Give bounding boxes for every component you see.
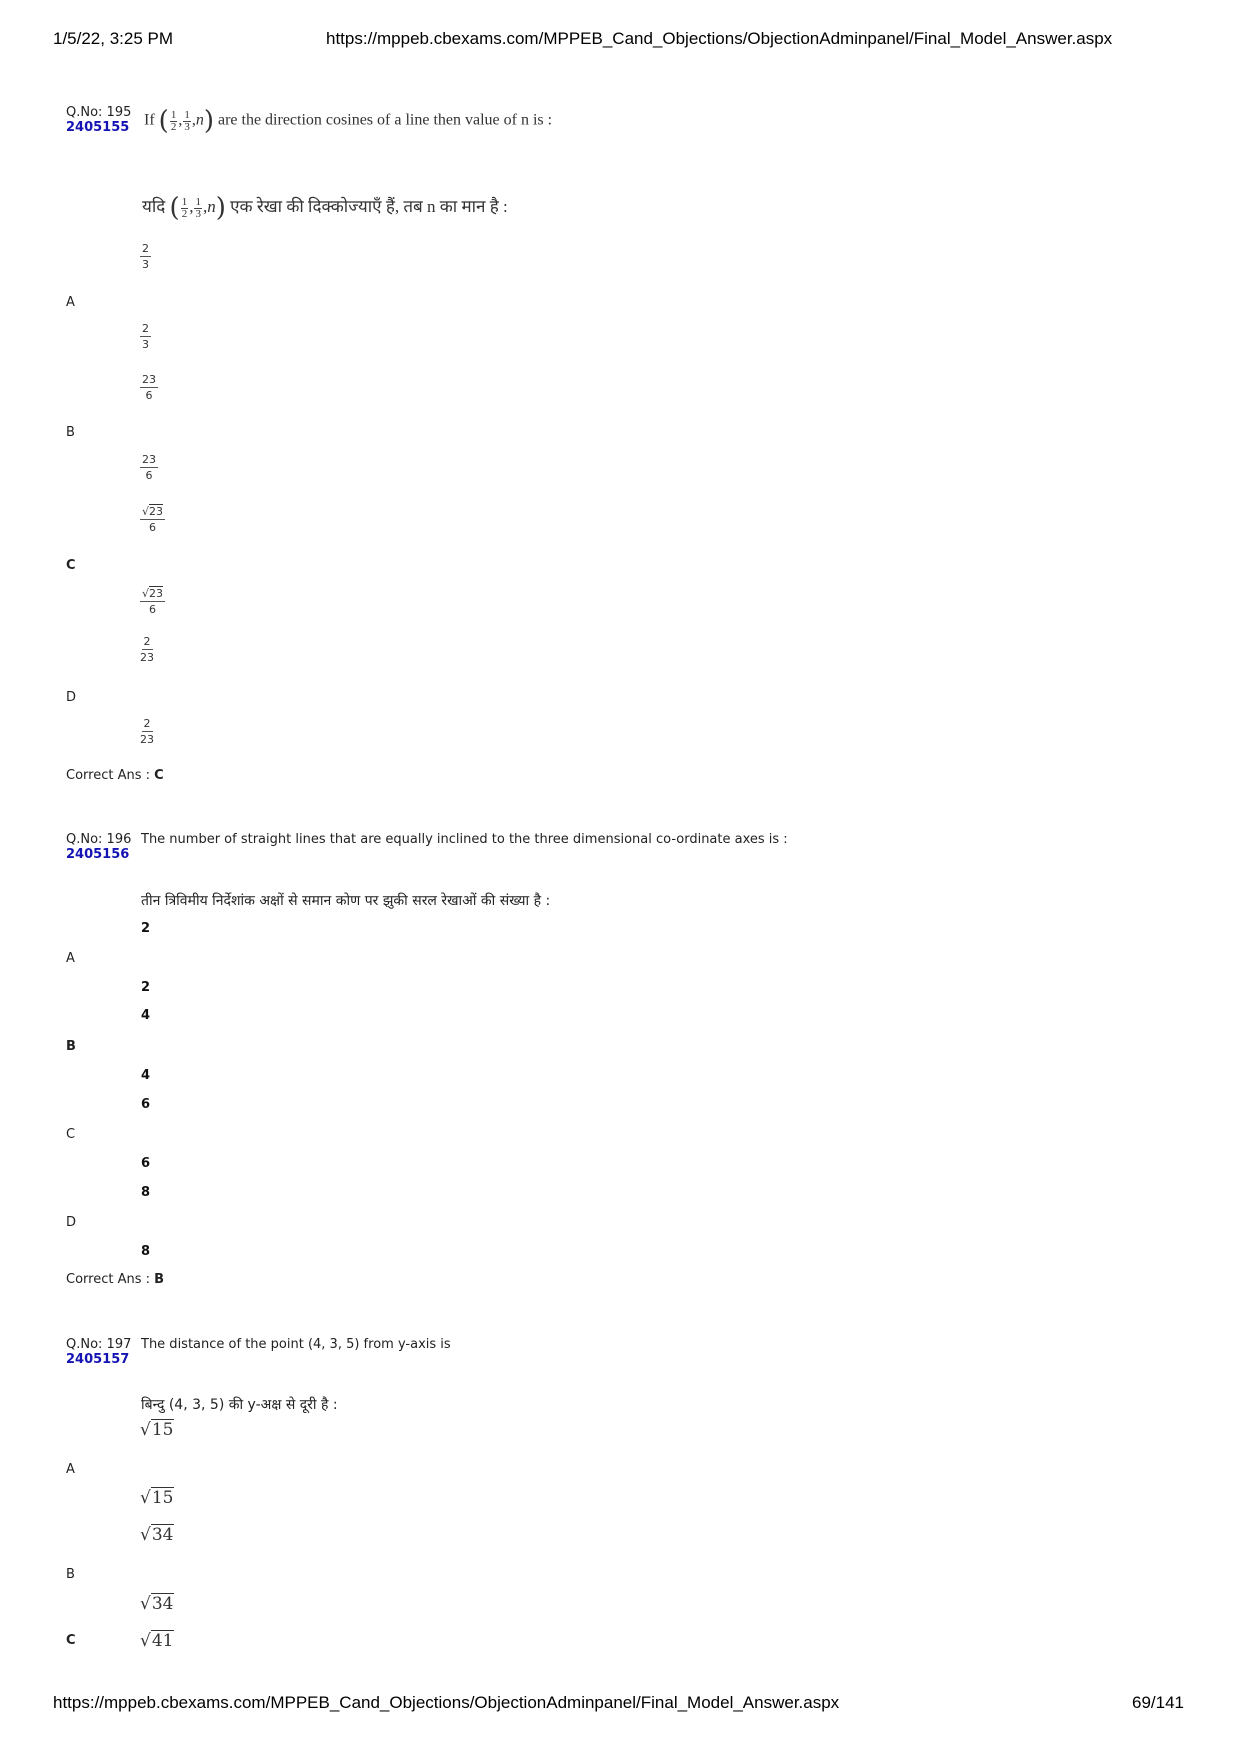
option-c-value: $\frac{√23}{6}$: [142, 505, 164, 534]
question-195-text-hi: यदि ( $\frac{1}{2}$ , $\frac{1}{3}$ ,n) एक रेखा की दिक्कोज्याएँ हैं, तब n का मान है :: [142, 193, 508, 223]
option-b-value-repeat: 4: [141, 1068, 151, 1083]
option-b-value: 4: [141, 1008, 151, 1023]
option-b-label: B: [66, 425, 75, 440]
option-c-label: C: [66, 558, 76, 573]
option-d-value: 8: [141, 1185, 151, 1200]
option-a-value: √15: [140, 1420, 174, 1440]
question-number: Q.No: 197: [66, 1337, 132, 1352]
question-id: 2405157: [66, 1352, 130, 1367]
option-c-value: 6: [141, 1097, 151, 1112]
option-a-value-repeat: $\frac{2}{3}$: [142, 322, 149, 351]
question-text-suffix: are the direction cosines of a line then value of n is :: [217, 111, 553, 129]
question-id: 2405156: [66, 847, 130, 862]
option-a-label: A: [66, 295, 75, 310]
fraction-third: $\frac{1}{3}$: [184, 108, 190, 133]
option-d-label: D: [66, 690, 77, 705]
correct-answer: Correct Ans : B: [66, 1272, 165, 1287]
question-195-text-en: If ( $\frac{1}{2}$ , $\frac{1}{3}$ ,n) are the direction cosines of a line then value of n is :: [144, 106, 553, 136]
option-d-value-repeat: 8: [141, 1244, 151, 1259]
question-197-text-en: The distance of the point (4, 3, 5) from y-axis is: [141, 1337, 451, 1352]
correct-answer-value: B: [154, 1272, 165, 1287]
option-b-value: $\frac{23}{6}$: [142, 373, 156, 402]
option-b-value-repeat: $\frac{23}{6}$: [142, 453, 156, 482]
option-b-value-repeat: √34: [140, 1594, 174, 1614]
option-a-value: 2: [141, 921, 151, 936]
option-a-value-repeat: √15: [140, 1488, 174, 1508]
fraction-third: $\frac{1}{3}$: [195, 195, 201, 220]
option-c-value-repeat: 6: [141, 1156, 151, 1171]
page-number: 69/141: [1132, 1693, 1184, 1712]
question-197-number-block: [66, 1337, 131, 1367]
question-number: Q.No: 195: [66, 105, 132, 120]
print-header-url: https://mppeb.cbexams.com/MPPEB_Cand_Objections/ObjectionAdminpanel/Final_Model_Answer.aspx: [326, 29, 1113, 48]
option-b-label: B: [66, 1567, 75, 1582]
option-c-label: C: [66, 1127, 76, 1142]
option-a-value: $\frac{2}{3}$: [142, 242, 149, 271]
option-a-label: A: [66, 1462, 75, 1477]
variable-n: n: [195, 111, 204, 129]
option-b-value: √34: [140, 1525, 174, 1545]
right-paren: ): [203, 106, 214, 136]
question-196-text-hi: तीन त्रिविमीय निर्देशांक अक्षों से समान कोण पर झुकी सरल रेखाओं की संख्या है :: [141, 893, 551, 909]
question-text-prefix: If: [144, 111, 155, 129]
option-c-value-repeat: $\frac{√23}{6}$: [142, 587, 164, 616]
question-195-number-block: [66, 105, 131, 135]
question-id: 2405155: [66, 120, 130, 135]
print-footer-url: https://mppeb.cbexams.com/MPPEB_Cand_Objections/ObjectionAdminpanel/Final_Model_Answer.aspx: [53, 1693, 840, 1712]
question-text-hi-suffix: एक रेखा की दिक्कोज्याएँ हैं, तब n का मान है :: [230, 196, 508, 216]
question-number: Q.No: 196: [66, 832, 132, 847]
question-text-hi-prefix: यदि: [142, 196, 166, 216]
fraction-half: $\frac{1}{2}$: [170, 108, 177, 133]
option-d-value-repeat: $\frac{2}{23}$: [140, 717, 154, 746]
question-196-text-en: The number of straight lines that are equally inclined to the three dimensional co-ordinate axes is :: [141, 832, 788, 847]
print-datetime: 1/5/22, 3:25 PM: [53, 29, 174, 48]
correct-answer: Correct Ans : C: [66, 768, 164, 783]
option-d-label: D: [66, 1215, 77, 1230]
option-c-label: C: [66, 1633, 76, 1648]
option-a-value-repeat: 2: [141, 980, 151, 995]
left-paren: (: [158, 106, 169, 136]
question-197-text-hi: बिन्दु (4, 3, 5) की y-अक्ष से दूरी है :: [141, 1397, 338, 1413]
option-b-label: B: [66, 1039, 76, 1054]
option-c-value: √41: [140, 1631, 174, 1651]
correct-answer-value: C: [154, 768, 164, 783]
fraction-half: $\frac{1}{2}$: [181, 195, 188, 220]
question-196-number-block: [66, 832, 131, 862]
option-d-value: $\frac{2}{23}$: [140, 635, 154, 664]
option-a-label: A: [66, 951, 75, 966]
